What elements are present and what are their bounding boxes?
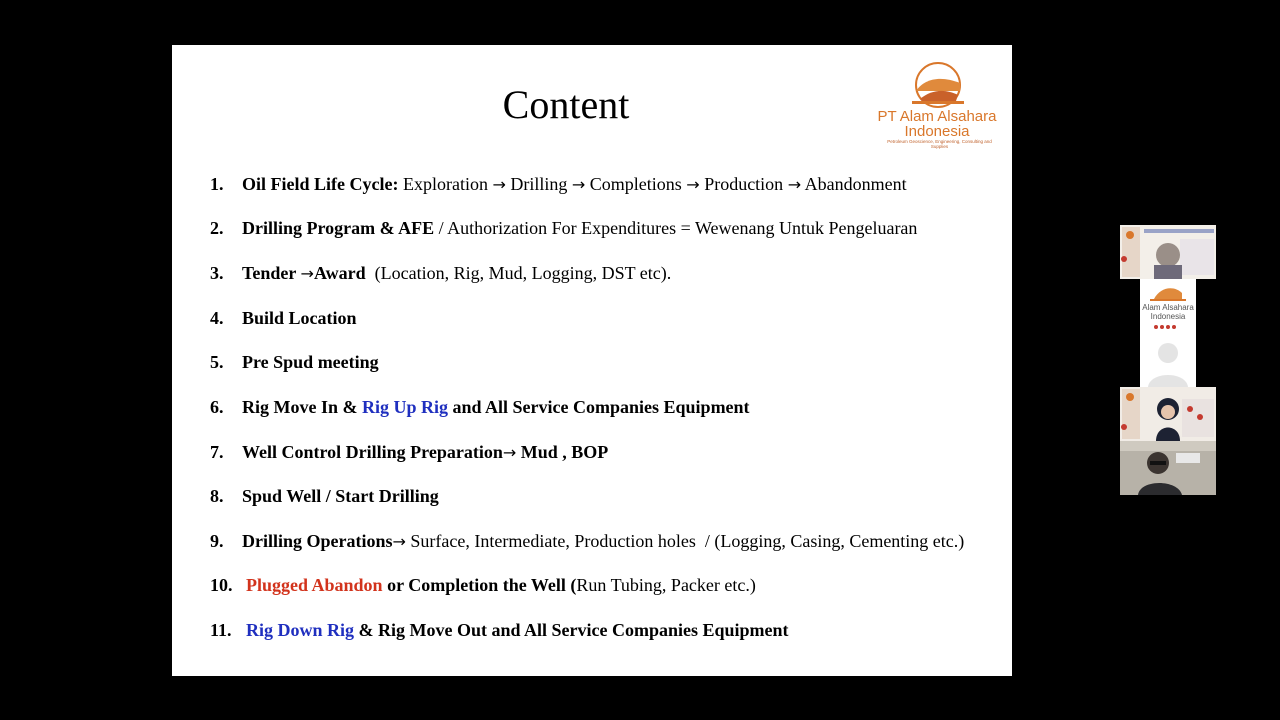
participant-video-icon [1120, 441, 1216, 495]
list-item: 1. Oil Field Life Cycle: Exploration → Drilling → Completions → Production → Abandonment [210, 174, 907, 194]
logo-name-line2: Indonesia [904, 123, 970, 140]
list-item: 2. Drilling Program & AFE / Authorization For Expenditures = Wewenang Untuk Pengeluaran [210, 218, 918, 238]
list-item: 11. Rig Down Rig & Rig Move Out and All Service Companies Equipment [210, 620, 789, 640]
participant-logo-line1: Alam Alsahara [1142, 303, 1194, 312]
item-number: 9. [210, 531, 224, 551]
item-number: 3. [210, 263, 224, 283]
avatar-placeholder-icon [1120, 333, 1216, 387]
participant-video-tile[interactable] [1120, 225, 1216, 279]
arrow-right-icon: → [686, 175, 700, 194]
arrow-right-icon: → [392, 532, 406, 551]
logo-dune-icon [872, 61, 1002, 109]
list-item: 3. Tender →Award (Location, Rig, Mud, Logging, DST etc). [210, 263, 672, 283]
list-item: 7. Well Control Drilling Preparation→ Mud , BOP [210, 442, 609, 462]
arrow-right-icon: → [502, 443, 517, 462]
participant-logo-line2: Indonesia [1150, 312, 1186, 321]
participant-video-tile[interactable] [1120, 333, 1216, 387]
logo-tagline: Petroleum Geoscience, Engineering, Consulting and Supplies [887, 139, 992, 149]
item-number: 11. [210, 620, 232, 640]
list-item: 8. Spud Well / Start Drilling [210, 486, 439, 506]
participant-video-tile[interactable] [1120, 279, 1216, 333]
list-item: 5. Pre Spud meeting [210, 352, 379, 372]
arrow-right-icon: → [787, 175, 802, 194]
item-number: 2. [210, 218, 224, 238]
item-number: 8. [210, 486, 224, 506]
item-number: 4. [210, 308, 224, 328]
participant-video-icon [1120, 225, 1216, 279]
item-number: 7. [210, 442, 224, 462]
item-number: 10. [210, 575, 233, 595]
presentation-slide [172, 45, 1012, 676]
slide-title: Content [502, 82, 630, 127]
participant-video-tile[interactable] [1120, 441, 1216, 495]
arrow-right-icon: → [300, 264, 314, 283]
participant-video-icon [1120, 387, 1216, 441]
participant-video-tile[interactable] [1120, 387, 1216, 441]
arrow-right-icon: → [492, 175, 506, 194]
item-number: 6. [210, 397, 224, 417]
list-item: 9. Drilling Operations→ Surface, Intermediate, Production holes / (Logging, Casing, Cementing etc.) [210, 531, 965, 551]
list-item: 6. Rig Move In & Rig Up Rig and All Service Companies Equipment [210, 397, 750, 417]
list-item: 4. Build Location [210, 308, 357, 328]
logo-name-line1: PT Alam Alsahara [877, 108, 997, 125]
item-number: 5. [210, 352, 224, 372]
item-number: 1. [210, 174, 224, 194]
arrow-right-icon: → [571, 175, 586, 194]
company-logo [872, 61, 1002, 151]
list-item: 10. Plugged Abandon or Completion the Well (Run Tubing, Packer etc.) [210, 575, 756, 595]
